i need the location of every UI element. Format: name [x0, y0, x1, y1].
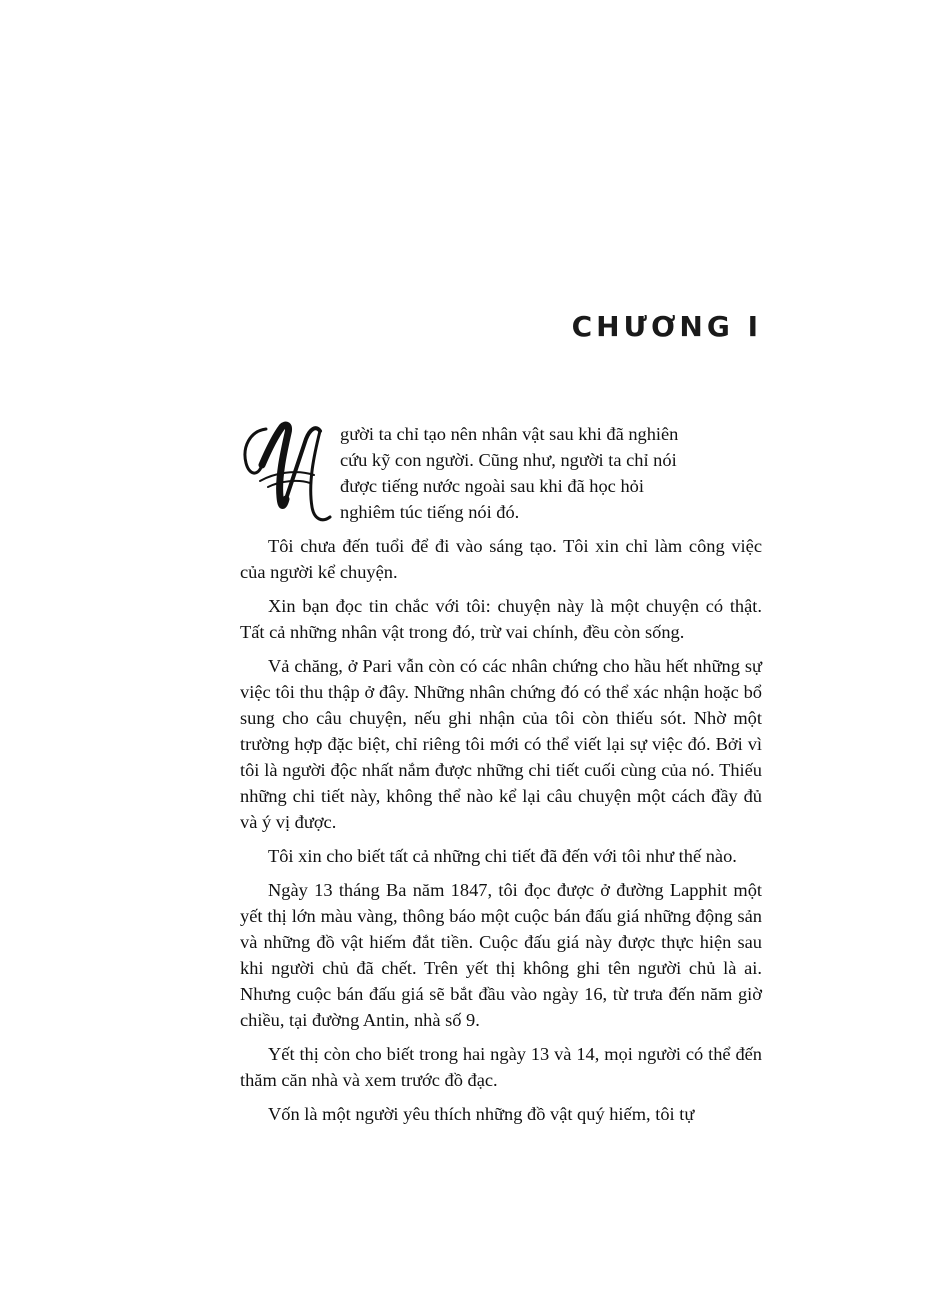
paragraph: Vả chăng, ở Pari vẫn còn có các nhân chứng cho hầu hết những sự việc tôi thu thập ở đây. Những nhân chứng đó có thể xác nhận hoặc bổ sung cho câu chuyện, nếu ghi nhận của tôi còn thiếu sót. Nhờ một trường hợp đặc biệt, chỉ riêng tôi mới có thể viết lại sự việc đó. Bởi vì tôi là người độc nhất nắm được những chi tiết cuối cùng của nó. Thiếu những chi tiết này, không thể nào kể lại câu chuyện một cách đầy đủ và ý vị được. — [240, 656, 762, 832]
opening-line: được tiếng nước ngoài sau khi đã học hỏi — [340, 476, 644, 496]
opening-paragraph — [240, 421, 762, 525]
opening-line: nghiêm túc tiếng nói đó. — [340, 502, 520, 522]
opening-line: cứu kỹ con người. Cũng như, người ta chỉ nói — [340, 450, 677, 470]
opening-lines — [340, 421, 762, 525]
paragraph: Tôi chưa đến tuổi để đi vào sáng tạo. Tôi xin chỉ làm công việc của người kể chuyện. — [240, 536, 762, 582]
paragraph: Xin bạn đọc tin chắc với tôi: chuyện này là một chuyện có thật. Tất cả những nhân vật trong đó, trừ vai chính, đều còn sống. — [240, 596, 762, 642]
paragraph: Yết thị còn cho biết trong hai ngày 13 và 14, mọi người có thể đến thăm căn nhà và xem trước đồ đạc. — [240, 1044, 762, 1090]
paragraph: Tôi xin cho biết tất cả những chi tiết đã đến với tôi như thế nào. — [268, 846, 737, 866]
body-text — [240, 421, 762, 1127]
opening-line: gười ta chỉ tạo nên nhân vật sau khi đã nghiên — [340, 424, 679, 444]
chapter-title: CHƯƠNG I — [571, 310, 762, 343]
paragraph: Ngày 13 tháng Ba năm 1847, tôi đọc được ở đường Lapphit một yết thị lớn màu vàng, thông báo một cuộc bán đấu giá những động sản và những đồ vật hiếm đắt tiền. Cuộc đấu giá này được thực hiện sau khi người chủ đã chết. Trên yết thị không ghi tên người chủ là ai. Nhưng cuộc bán đấu giá sẽ bắt đầu vào ngày 16, từ trưa đến năm giờ chiều, tại đường Antin, nhà số 9. — [240, 880, 762, 1030]
paragraph: Vốn là một người yêu thích những đồ vật quý hiếm, tôi tự — [268, 1104, 695, 1124]
dropcap-letter — [240, 421, 336, 525]
